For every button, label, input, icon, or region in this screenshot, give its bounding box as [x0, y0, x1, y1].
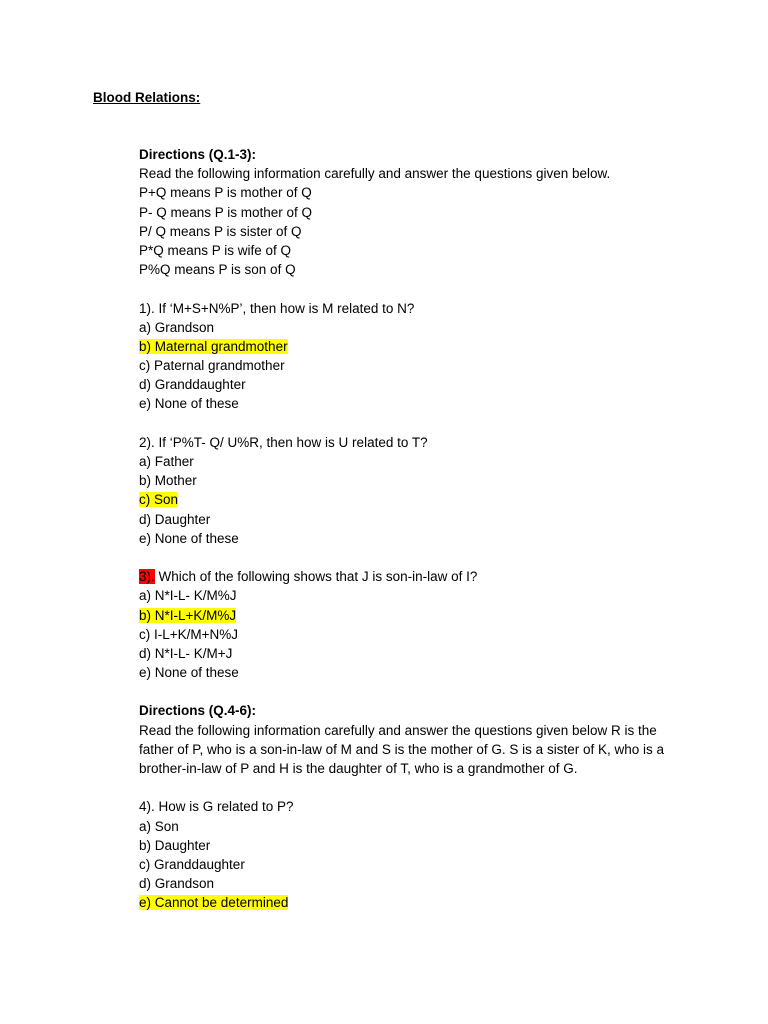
rule-line: P+Q means P is mother of Q	[139, 185, 312, 201]
q1-option-a: a) Grandson	[139, 319, 215, 335]
directions-intro-1: Read the following information carefully and answer the questions given below.	[139, 166, 611, 182]
blank-line	[139, 414, 679, 433]
document-title: Blood Relations:	[93, 90, 201, 105]
q4-option-e-answer: e) Cannot be determined	[139, 895, 289, 911]
question-1: 1). If ‘M+S+N%P’, then how is M related to N?	[139, 300, 415, 316]
directions-heading-1: Directions (Q.1-3):	[139, 147, 257, 162]
q2-option-d: d) Daughter	[139, 511, 211, 527]
q1-option-e: e) None of these	[139, 396, 239, 412]
directions-paragraph-2: Read the following information carefully and answer the questions given below R is the father of P, who is a son-in-law of M and S is the mother of G. S is a sister of K, who is a brother-in-law of P and H is the daughter of T, who is a grandmother of G.	[139, 722, 664, 777]
q4-option-a: a) Son	[139, 818, 179, 834]
q1-option-b-answer: b) Maternal grandmother	[139, 338, 288, 354]
q3-option-e: e) None of these	[139, 665, 239, 681]
question-2: 2). If ‘P%T- Q/ U%R, then how is U related to T?	[139, 434, 428, 450]
q3-option-b-answer: b) N*I-L+K/M%J	[139, 607, 237, 623]
q1-option-c: c) Paternal grandmother	[139, 358, 285, 374]
document-body	[139, 145, 679, 913]
q2-option-a: a) Father	[139, 454, 194, 469]
blank-line	[139, 682, 679, 701]
q1-option-d: d) Granddaughter	[139, 377, 246, 393]
question-3-text: Which of the following shows that J is son-in-law of I?	[154, 569, 478, 585]
rule-line: P/ Q means P is sister of Q	[139, 223, 302, 239]
rule-line: P%Q means P is son of Q	[139, 262, 296, 278]
q3-option-c: c) I-L+K/M+N%J	[139, 626, 239, 642]
q2-option-c-answer: c) Son	[139, 492, 179, 508]
directions-heading-2: Directions (Q.4-6):	[139, 703, 257, 719]
q3-option-d: d) N*I-L- K/M+J	[139, 645, 233, 661]
question-3-number-flag: 3).	[139, 569, 155, 585]
q4-option-b: b) Daughter	[139, 837, 211, 853]
q2-option-e: e) None of these	[139, 530, 239, 546]
q3-option-a: a) N*I-L- K/M%J	[139, 588, 237, 604]
q2-option-b: b) Mother	[139, 473, 197, 489]
q4-option-d: d) Grandson	[139, 876, 215, 892]
question-4: 4). How is G related to P?	[139, 799, 294, 815]
question-3	[139, 567, 679, 586]
rule-line: P*Q means P is wife of Q	[139, 242, 292, 258]
blank-line	[139, 548, 679, 567]
rule-line: P- Q means P is mother of Q	[139, 204, 313, 220]
blank-line	[139, 279, 679, 298]
blank-line	[139, 778, 679, 797]
q4-option-c: c) Granddaughter	[139, 856, 245, 872]
